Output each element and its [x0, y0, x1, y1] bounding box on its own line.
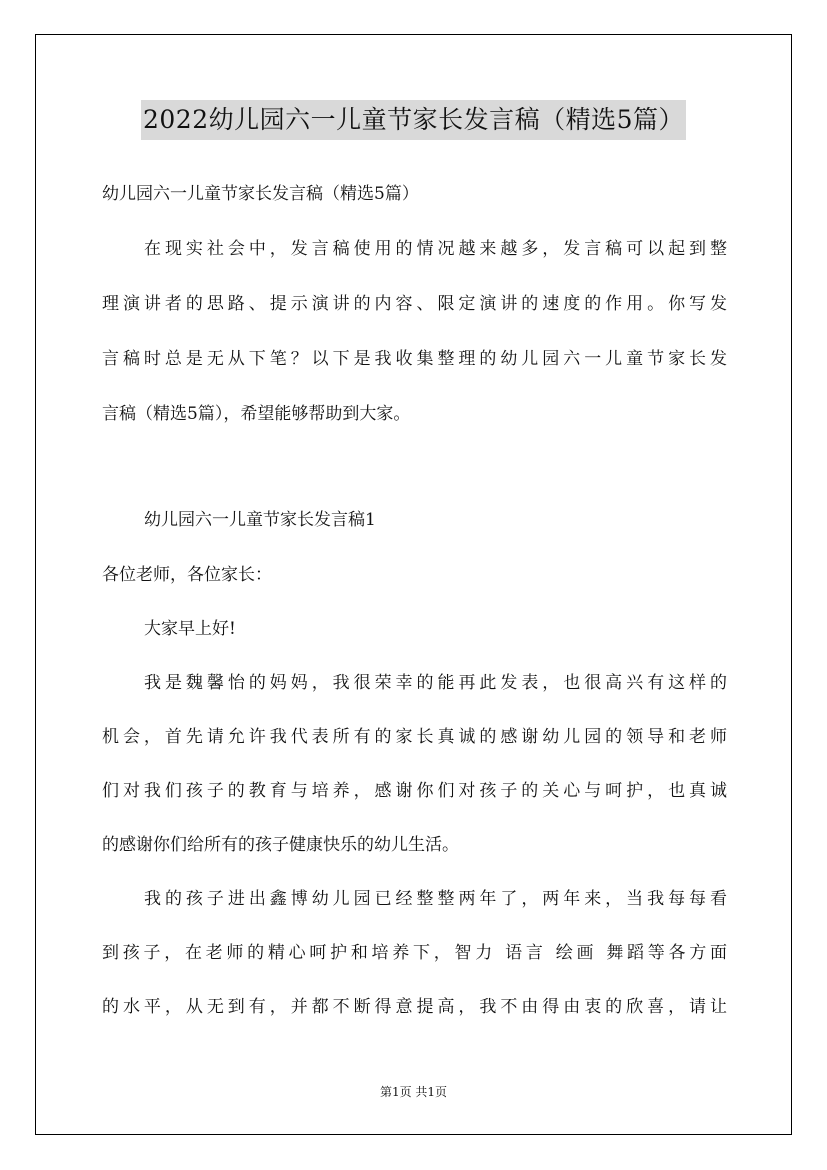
paragraph-line: 到孩子，在老师的精心呵护和培养下，智力 语言 绘画 舞蹈等各方面: [102, 943, 727, 963]
intro-line: 理演讲者的思路、提示演讲的内容、限定演讲的速度的作用。你写发: [102, 294, 727, 314]
document-subtitle: 幼儿园六一儿童节家长发言稿（精选5篇）: [102, 184, 419, 204]
salutation: 各位老师，各位家长：: [102, 565, 272, 585]
paragraph-line: 的感谢你们给所有的孩子健康快乐的幼儿生活。: [102, 835, 459, 855]
title-container: [0, 100, 827, 140]
paragraph-line: 机会，首先请允许我代表所有的家长真诚的感谢幼儿园的领导和老师: [102, 727, 727, 747]
paragraph-line: 我的孩子进出鑫博幼儿园已经整整两年了，两年来，当我每每看: [144, 889, 727, 909]
paragraph-line: 我是魏馨怡的妈妈，我很荣幸的能再此发表，也很高兴有这样的: [144, 673, 727, 693]
document-title: 2022幼儿园六一儿童节家长发言稿（精选5篇）: [141, 100, 686, 140]
greeting: 大家早上好!: [144, 619, 236, 639]
paragraph-line: 的水平，从无到有，并都不断得意提高，我不由得由衷的欣喜，请让: [102, 997, 727, 1017]
intro-line: 言稿（精选5篇），希望能够帮助到大家。: [102, 404, 411, 424]
section-heading: 幼儿园六一儿童节家长发言稿1: [144, 510, 376, 530]
page-footer: 第1页 共1页: [379, 1085, 448, 1099]
intro-line: 在现实社会中，发言稿使用的情况越来越多，发言稿可以起到整: [144, 239, 727, 259]
intro-line: 言稿时总是无从下笔？以下是我收集整理的幼儿园六一儿童节家长发: [102, 349, 727, 369]
paragraph-line: 们对我们孩子的教育与培养，感谢你们对孩子的关心与呵护，也真诚: [102, 781, 727, 801]
